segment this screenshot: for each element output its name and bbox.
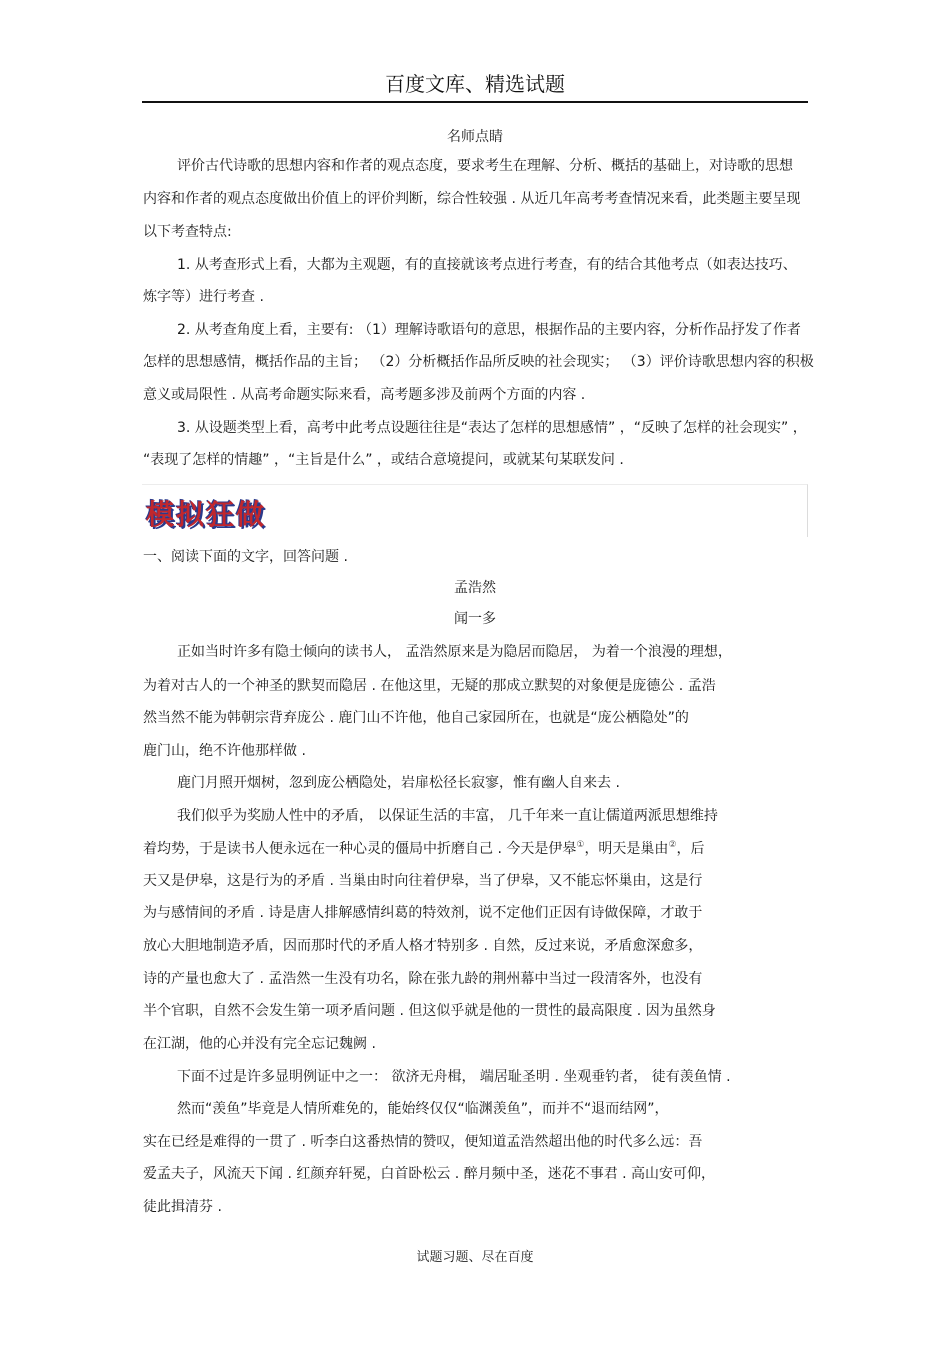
section-title: 名师点睛 bbox=[447, 129, 503, 145]
article-author: 闻一多 bbox=[454, 611, 496, 627]
article-line: 放心大胆地制造矛盾，因而那时代的矛盾人格才特别多 . 自然，反过来说，矛盾愈深愈多， bbox=[143, 938, 703, 954]
article-line: 在江湖，他的心并没有完全忘记魏阙 . bbox=[143, 1036, 376, 1052]
intro-line: 评价古代诗歌的思想内容和作者的观点态度，要求考生在理解、分析、概括的基础上，对诗歌的思想 bbox=[177, 158, 793, 174]
article-line bbox=[143, 839, 705, 859]
article-line: 爱孟夫子，风流天下闻 . 红颜弃轩冕，白首卧松云 . 醉月频中圣，迷花不事君 . 高山安可仰， bbox=[143, 1166, 716, 1182]
question-instruction: 一、阅读下面的文字，回答问题 . bbox=[143, 549, 348, 565]
article-text: ，明天是巢由 bbox=[584, 841, 669, 857]
point-line: “表现了怎样的情趣” ，“主旨是什么” ，或结合意境提问，或就某句某联发问 . bbox=[143, 452, 624, 468]
intro-line: 内容和作者的观点态度做出价值上的评价判断，综合性较强 . 从近几年高考考查情况来看，此类题主要呈现 bbox=[143, 191, 801, 207]
article-line: 徒此揖清芬 . bbox=[143, 1199, 222, 1215]
header-rule bbox=[142, 101, 808, 103]
article-line: 我们似乎为奖励人性中的矛盾， 以保证生活的丰富， 几千年来一直让儒道两派思想维持 bbox=[177, 808, 718, 824]
article-line: 实在已经是难得的一贯了 . 听李白这番热情的赞叹，便知道孟浩然超出他的时代多么远：吾 bbox=[143, 1134, 703, 1150]
point-line: 意义或局限性 . 从高考命题实际来看，高考题多涉及前两个方面的内容 . bbox=[143, 387, 586, 403]
page-header: 百度文库、精选试题 bbox=[385, 72, 565, 96]
article-text: 着均势，于是读书人便永远在一种心灵的僵局中折磨自己 . 今天是伊皋 bbox=[143, 841, 577, 857]
article-line: 天又是伊皋，这是行为的矛盾 . 当巢由时向往着伊皋，当了伊皋，又不能忘怀巢由，这是行 bbox=[143, 873, 703, 889]
footnote-marker: ① bbox=[576, 840, 585, 850]
page-footer: 试题习题、尽在百度 bbox=[416, 1250, 534, 1265]
article-line: 为着对古人的一个神圣的默契而隐居 . 在他这里，无疑的那成立默契的对象便是庞德公 . 孟浩 bbox=[143, 678, 716, 694]
article-line: 为与感情间的矛盾 . 诗是唐人排解感情纠葛的特效剂，说不定他们正因有诗做保障，才敢于 bbox=[143, 905, 703, 921]
footnote-marker: ② bbox=[668, 840, 677, 850]
intro-line: 以下考查特点: bbox=[143, 224, 232, 240]
point-line: 怎样的思想感情，概括作品的主旨； （2）分析概括作品所反映的社会现实； （3）评价诗歌思想内容的积极 bbox=[143, 354, 814, 370]
article-line: 然当然不能为韩朝宗背弃庞公 . 鹿门山不许他，他自己家园所在，也就是“庞公栖隐处”的 bbox=[143, 710, 689, 726]
article-line: 然而“羡鱼”毕竟是人情所难免的，能始终仅仅“临渊羡鱼”，而并不“退而结网”， bbox=[177, 1101, 669, 1117]
point-line: 1. 从考查形式上看，大都为主观题，有的直接就该考点进行考查，有的结合其他考点（如表达技巧、 bbox=[177, 257, 797, 273]
article-line: 下面不过是许多显明例证中之一： 欲济无舟楫， 端居耻圣明 . 坐观垂钓者， 徒有羡鱼情 . bbox=[177, 1069, 731, 1085]
article-text: ，后 bbox=[676, 841, 705, 857]
article-line: 正如当时许多有隐士倾向的读书人， 孟浩然原来是为隐居而隐居， 为着一个浪漫的理想， bbox=[177, 644, 732, 660]
article-line: 半个官职，自然不会发生第一项矛盾问题 . 但这似乎就是他的一贯性的最高限度 . 因为虽然身 bbox=[143, 1003, 716, 1019]
banner-logo: 模拟狂做 bbox=[146, 498, 267, 531]
section-banner bbox=[142, 484, 808, 537]
article-title: 孟浩然 bbox=[454, 580, 496, 596]
article-line: 诗的产量也愈大了 . 孟浩然一生没有功名，除在张九龄的荆州幕中当过一段清客外，也没有 bbox=[143, 971, 703, 987]
article-line: 鹿门山，绝不许他那样做 . bbox=[143, 743, 306, 759]
point-line: 2. 从考查角度上看，主要有: （1）理解诗歌语句的意思，根据作品的主要内容，分析作品抒发了作者 bbox=[177, 322, 801, 338]
article-line: 鹿门月照开烟树，忽到庞公栖隐处，岩扉松径长寂寥，惟有幽人自来去 . bbox=[177, 775, 620, 791]
point-line: 炼字等）进行考查 . bbox=[143, 289, 264, 305]
point-line: 3. 从设题类型上看，高考中此考点设题往往是“表达了怎样的思想感情” ，“反映了怎样的社会现实” ， bbox=[177, 420, 807, 436]
